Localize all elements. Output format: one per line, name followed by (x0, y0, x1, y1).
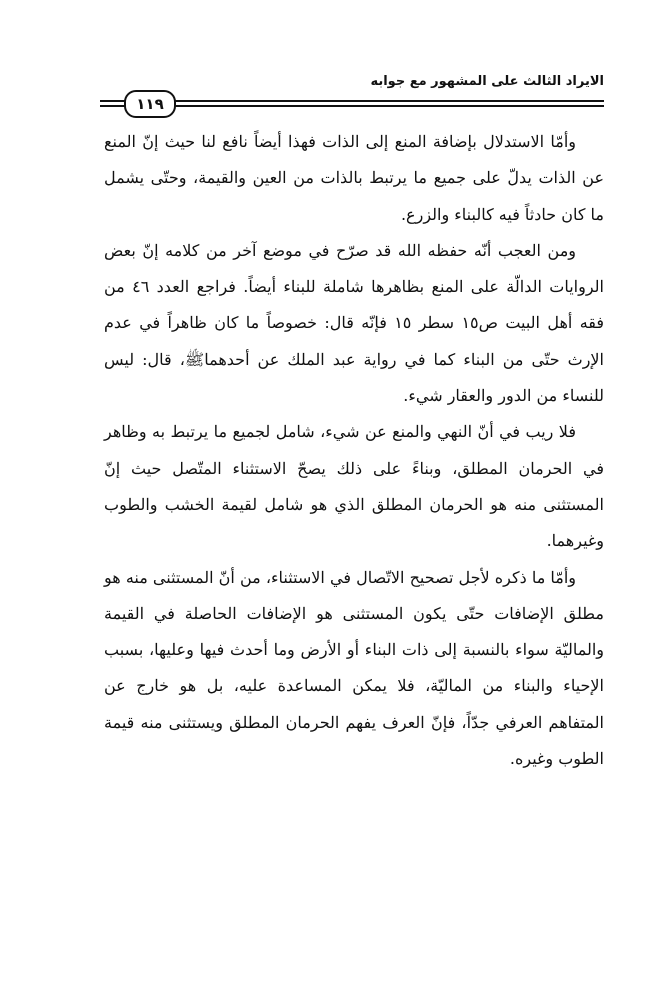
paragraph-2: ومن العجب أنّه حفظه الله قد صرّح في موضع آخر من كلامه إنّ بعض الروايات الدالّة على المنع بظاهرها شاملة للبناء أيضاً. فراجع العدد ٤٦ من فقه أهل البيت ص١٥ سطر ١٥ فإنّه قال: خصوصاً ما كان ظاهراً في عدم الإرث حتّى من البناء كما في رواية عبد الملك عن أحدهماﷺ، قال: ليس للنساء من الدور والعقار شيء. (104, 240, 605, 406)
running-title: الايراد الثالث على المشهور مع جوابه (370, 74, 604, 89)
page-number: ١١٩ (124, 90, 176, 118)
paragraph-3: فلا ريب في أنّ النهي والمنع عن شيء، شامل لجميع ما يرتبط به وظاهر في الحرمان المطلق، وبناءً على ذلك يصحّ الاستثناء المتّصل حيث إنّ المستثنى منه هو الحرمان المطلق الذي هو شامل لقيمة الخشب والطوب وغيرهما. (104, 422, 604, 551)
body-text (104, 124, 604, 777)
paragraph-1: وأمّا الاستدلال بإضافة المنع إلى الذات فهذا أيضاً نافع لنا حيث إنّ المنع عن الذات يدلّ على جميع ما يرتبط بالذات من العين والقيمة، وحتّى يشمل ما كان حادثاً فيه كالبناء والزرع. (104, 132, 604, 224)
paragraph-4: وأمّا ما ذكره لأجل تصحيح الاتّصال في الاستثناء، من أنّ المستثنى منه هو مطلق الإضافات حتّى يكون المستثنى هو الإضافات الحاصلة في القيمة والماليّة سواء بالنسبة إلى ذات البناء أو الأرض وما أحدث فيها وعليها، بسبب الإحياء والبناء من الماليّة، فلا يمكن المساعدة عليه، بل هو خارج عن المتفاهم العرفي جدّاً، فإنّ العرف يفهم الحرمان المطلق ويستثنى منه قيمة الطوب وغيره. (104, 567, 604, 769)
page-header (100, 74, 604, 118)
